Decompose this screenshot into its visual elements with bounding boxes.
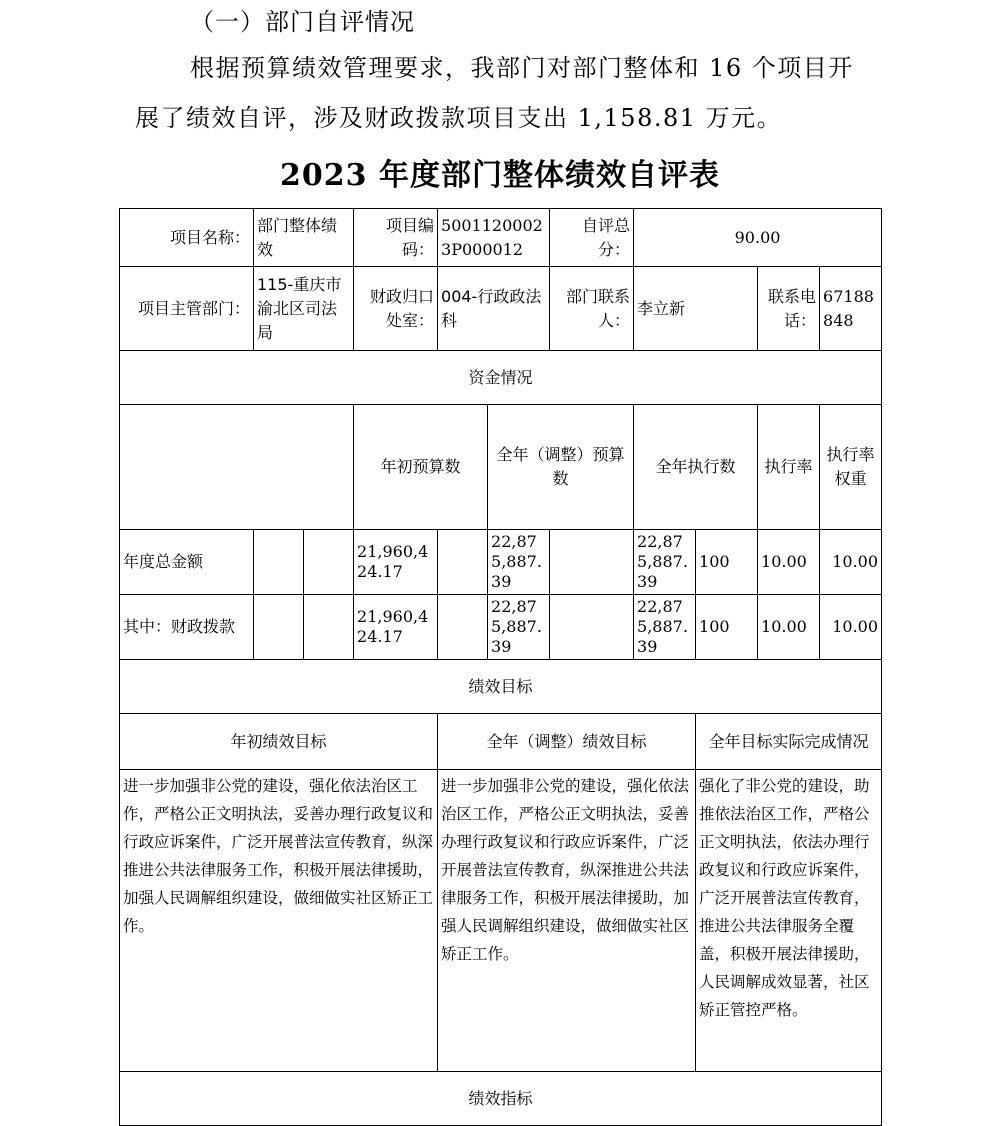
- table-row: [120, 530, 882, 595]
- funds-section-label: 资金情况: [120, 351, 882, 405]
- score-value-cell: 10.00: [820, 530, 882, 595]
- project-code-label: 项目编码：: [354, 209, 438, 267]
- header-executed: 全年执行数: [634, 405, 758, 530]
- initial-budget-value: 21,960,424.17: [354, 530, 438, 595]
- intro-paragraph-line1: 根据预算绩效管理要求，我部门对部门整体和 16 个项目开: [190, 54, 854, 82]
- blank-cell: [254, 595, 304, 660]
- goals-section-label: 绩效目标: [120, 660, 882, 714]
- header-weight: 执行率权重: [820, 405, 882, 530]
- section-heading: （一）部门自评情况: [190, 8, 415, 36]
- header-adjusted-budget: 全年（调整）预算数: [488, 405, 634, 530]
- actual-completion-header: 全年目标实际完成情况: [696, 714, 882, 770]
- blank-cell: [304, 595, 354, 660]
- adjusted-goal-header: 全年（调整）绩效目标: [438, 714, 696, 770]
- initial-budget-value: 21,960,424.17: [354, 595, 438, 660]
- adjusted-budget-value: 22,875,887.39: [488, 595, 550, 660]
- project-name-value: 部门整体绩效: [254, 209, 354, 267]
- blank-cell: [254, 530, 304, 595]
- executed-value: 22,875,887.39: [634, 595, 696, 660]
- office-value: 004-行政政法科: [438, 267, 550, 351]
- row-label: 其中：财政拨款: [120, 595, 254, 660]
- row-label: 年度总金额: [120, 530, 254, 595]
- score-label: 自评总分：: [550, 209, 634, 267]
- contact-value: 李立新: [634, 267, 758, 351]
- dept-value: 115-重庆市渝北区司法局: [254, 267, 354, 351]
- blank-cell: [438, 530, 488, 595]
- project-name-label: 项目名称：: [120, 209, 254, 267]
- header-exec-rate: 执行率: [758, 405, 820, 530]
- table-title: 2023 年度部门整体绩效自评表: [280, 158, 720, 193]
- weight-value: 10.00: [758, 595, 820, 660]
- executed-value: 22,875,887.39: [634, 530, 696, 595]
- adjusted-budget-value: 22,875,887.39: [488, 530, 550, 595]
- weight-value: 10.00: [758, 530, 820, 595]
- adjusted-goal-text: 进一步加强非公党的建设，强化依法治区工作，严格公正文明执法，妥善办理行政复议和行政应诉案件，广泛开展普法宣传教育，纵深推进公共法律服务工作，积极开展法律援助，加强人民调解组织建设，做细做实社区矫正工作。: [438, 770, 696, 1072]
- blank-cell: [550, 595, 634, 660]
- score-value: 90.00: [634, 209, 882, 267]
- blank-cell: [550, 530, 634, 595]
- header-initial-budget: 年初预算数: [354, 405, 488, 530]
- score-value-cell: 10.00: [820, 595, 882, 660]
- funds-header-blank: [120, 405, 354, 530]
- exec-rate-value: 100: [696, 530, 758, 595]
- initial-goal-header: 年初绩效目标: [120, 714, 438, 770]
- intro-paragraph-line2: 展了绩效自评，涉及财政拨款项目支出 1,158.81 万元。: [135, 104, 783, 132]
- self-evaluation-table: [119, 208, 882, 1126]
- actual-completion-text: 强化了非公党的建设，助推依法治区工作，严格公正文明执法，依法办理行政复议和行政应诉案件，广泛开展普法宣传教育，推进公共法律服务全覆盖，积极开展法律援助，人民调解成效显著，社区矫正管控严格。: [696, 770, 882, 1072]
- blank-cell: [438, 595, 488, 660]
- exec-rate-value: 100: [696, 595, 758, 660]
- dept-label: 项目主管部门：: [120, 267, 254, 351]
- project-code-value: 50011200023P000012: [438, 209, 550, 267]
- initial-goal-text: 进一步加强非公党的建设，强化依法治区工作，严格公正文明执法，妥善办理行政复议和行政应诉案件，广泛开展普法宣传教育，纵深推进公共法律服务工作，积极开展法律援助，加强人民调解组织建设，做细做实社区矫正工作。: [120, 770, 438, 1072]
- office-label: 财政归口处室：: [354, 267, 438, 351]
- phone-value: 67188848: [820, 267, 882, 351]
- phone-label: 联系电话：: [758, 267, 820, 351]
- blank-cell: [304, 530, 354, 595]
- indicators-section-label: 绩效指标: [120, 1072, 882, 1126]
- table-row: [120, 595, 882, 660]
- contact-label: 部门联系人：: [550, 267, 634, 351]
